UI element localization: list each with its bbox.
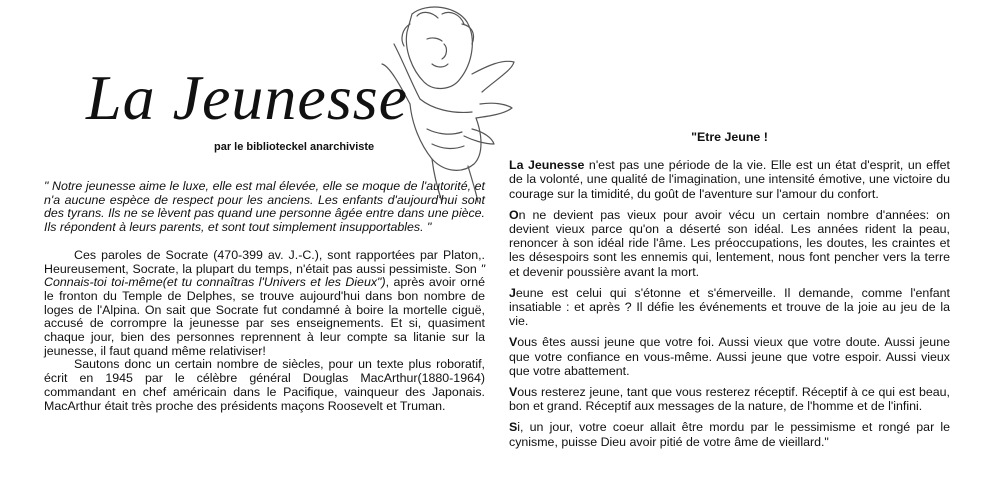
poem-paragraph [509, 385, 950, 413]
paragraph-text: i, un jour, votre coeur allait être mordu par le pessimisme et rongé par le cynisme, puisse Dieu avoir pitié de votre âme de vieillard." [509, 420, 950, 449]
paragraph-text: n ne devient pas vieux pour avoir vécu un certain nombre d'années: on devient vieux parce qu'on a déserté son idéal. Les années rident la peau, renoncer à son idéal ride l'âme. Les préoccupations, les doutes, les craintes et les désespoirs sont les ennemis qui, lentement, nous font pencher vers la terre et devenir poussière avant la mort. [509, 207, 950, 279]
intro-text-italic: " Connais-toi toi-même(et tu connaîtras l'Univers et les Dieux") [44, 261, 485, 290]
right-column [509, 130, 950, 456]
intro-paragraph [44, 249, 485, 359]
socrates-quote: " Notre jeunesse aime le luxe, elle est mal élevée, elle se moque de l'autorité, et n'a aucune espèce de respect pour les anciens. Les enfants d'aujourd'hui sont des tyrans. Ils ne se lèvent pas quand une personne âgée entre dans une pièce. Ils répondent à leurs parents, et sont tout simplement insupportables. " [44, 179, 485, 235]
poem-paragraph [509, 158, 950, 201]
poem-paragraph [509, 335, 950, 378]
paragraph-text: ous resterez jeune, tant que vous resterez réceptif. Réceptif à ce qui est beau, bon et grand. Réceptif aux messages de la nature, de l'homme et de l'infini. [509, 385, 950, 414]
byline: par le biblioteckel anarchiviste [214, 141, 375, 153]
paragraph-text: ous êtes aussi jeune que votre foi. Aussi vieux que votre doute. Aussi jeune que votre confiance en vous-même. Aussi jeune que votre espoir. Aussi vieux que votre abattement. [509, 335, 950, 378]
paragraph-lead: S [509, 420, 518, 435]
paragraph-lead: La Jeunesse [509, 158, 585, 173]
intro-text-start: Ces paroles de Socrate (470-399 av. J.-C.), sont rapportées par Platon,. Heureusement, Socrate, la plupart du temps, n'était pas aussi pessimiste. Son [44, 247, 485, 276]
paragraph-lead: V [509, 335, 518, 350]
paragraph-lead: V [509, 385, 518, 400]
left-column [44, 180, 485, 413]
paragraph-text: eune est celui qui s'étonne et s'émerveille. Il demande, comme l'enfant insatiable : et après ? Il défie les événements et trouve de la joie au jeu de la vie. [509, 285, 950, 329]
poem-paragraph [509, 286, 950, 329]
paragraph-lead: J [509, 285, 516, 300]
intro-text-end: , après avoir orné le fronton du Temple de Delphes, se trouve aujourd'hui dans bon nombre de loges de l'Alpina. On sait que Socrate fut condamné à boire la mortelle ciguë, accusé de corrompre la jeunesse par ses enseignements. Et si, quasiment chaque jour, bien des personnes reprennent à leur compte sa litanie sur la jeunesse, il faut quand même relativiser! [44, 275, 486, 358]
paragraph-lead: O [509, 207, 519, 222]
poem-paragraph [509, 208, 950, 279]
poem-title: "Etre Jeune ! [691, 130, 768, 144]
macarthur-paragraph: Sautons donc un certain nombre de siècles, pour un texte plus roboratif, écrit en 1945 par le célèbre général Douglas MacArthur(1880-1964) commandant en chef américain dans le Pacifique, vainqueur des Japonais. MacArthur était très proche des présidents maçons Roosevelt et Truman. [44, 357, 485, 413]
page-title: La Jeunesse [86, 62, 409, 133]
poem-paragraph [509, 420, 950, 448]
paragraph-text: n'est pas une période de la vie. Elle est un état d'esprit, un effet de la volonté, une qualité de l'imagination, une intensité émotive, une victoire du courage sur la timidité, du goût de l'aventure sur l'amour du confort. [509, 158, 951, 201]
